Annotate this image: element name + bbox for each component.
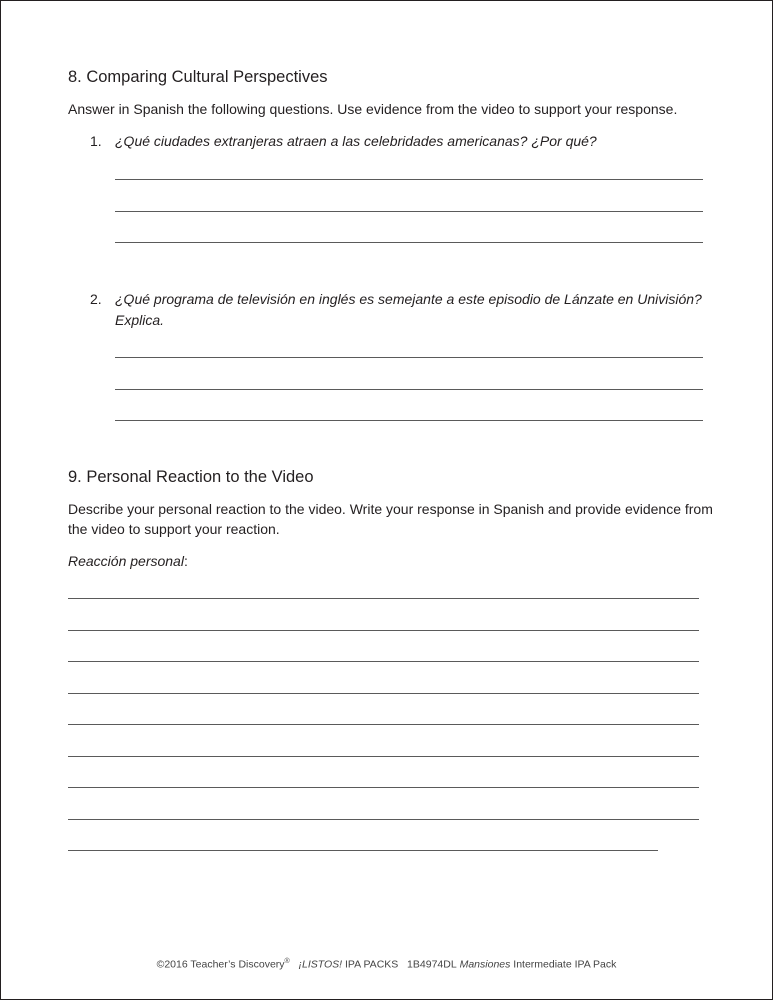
question-1-text: ¿Qué ciudades extranjeras atraen a las celebridades americanas? ¿Por qué? xyxy=(115,133,597,149)
question-2-text: ¿Qué programa de televisión en inglés es semejante a este episodio de Lánzate en Univisión? Explica. xyxy=(115,291,702,328)
footer-series-suffix: IPA PACKS xyxy=(342,958,399,971)
reaction-label-colon: : xyxy=(183,553,188,569)
answer-line-q2-1[interactable] xyxy=(115,357,703,358)
footer-series-name: ¡LISTOS! xyxy=(298,958,343,971)
footer-registered-mark: ® xyxy=(284,958,290,965)
answer-line-q1-1[interactable] xyxy=(115,179,703,180)
footer-copyright: ©2016 Teacher’s Discovery xyxy=(156,958,285,971)
reaction-line-9[interactable] xyxy=(68,850,658,851)
question-1-number: 1. xyxy=(90,133,102,149)
answer-line-q2-2[interactable] xyxy=(115,389,703,390)
footer xyxy=(1,955,772,972)
answer-line-q2-3[interactable] xyxy=(115,420,703,421)
reaction-line-1[interactable] xyxy=(68,598,699,599)
section-8-title: 8. Comparing Cultural Perspectives xyxy=(68,68,328,86)
reaction-line-3[interactable] xyxy=(68,661,699,662)
reaction-label xyxy=(68,551,188,571)
answer-line-q1-3[interactable] xyxy=(115,242,703,243)
question-2-number: 2. xyxy=(90,291,102,307)
answer-line-q1-2[interactable] xyxy=(115,211,703,212)
section-9-title: 9. Personal Reaction to the Video xyxy=(68,468,314,486)
reaction-line-6[interactable] xyxy=(68,756,699,757)
reaction-line-2[interactable] xyxy=(68,630,699,631)
section-9-instructions: Describe your personal reaction to the video. Write your response in Spanish and provide evidence from the video to support your reaction. xyxy=(68,501,713,537)
reaction-line-5[interactable] xyxy=(68,724,699,725)
reaction-line-8[interactable] xyxy=(68,819,699,820)
reaction-line-4[interactable] xyxy=(68,693,699,694)
footer-product-code: 1B4974DL xyxy=(407,958,457,971)
footer-product-title: Mansiones xyxy=(459,958,511,971)
footer-product-suffix: Intermediate IPA Pack xyxy=(510,958,617,971)
section-8-instructions: Answer in Spanish the following questions. Use evidence from the video to support your response. xyxy=(68,101,678,117)
reaction-line-7[interactable] xyxy=(68,787,699,788)
reaction-label-text: Reacción personal xyxy=(68,553,184,569)
